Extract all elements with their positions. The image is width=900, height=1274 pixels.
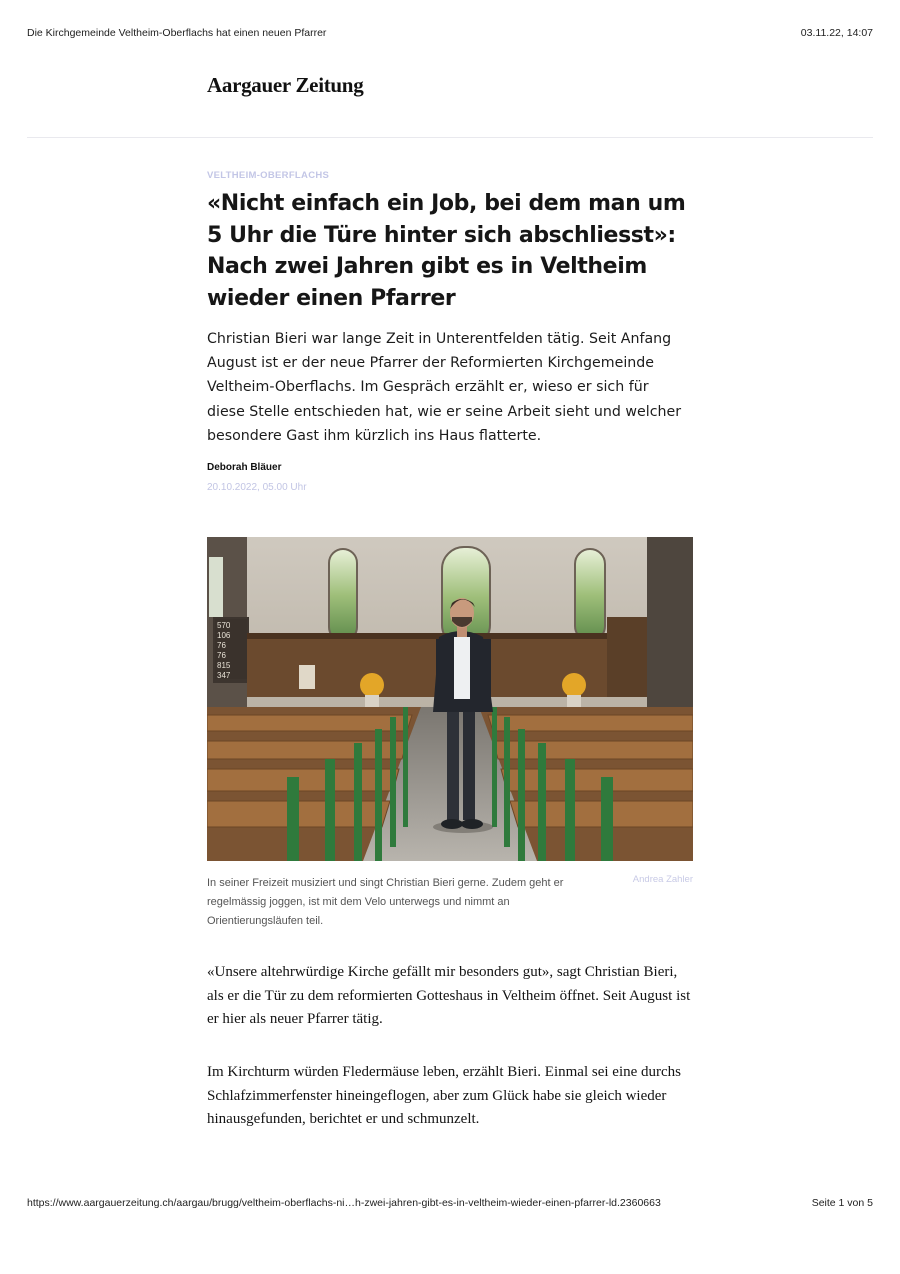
hymn-number: 815: [217, 661, 231, 670]
article-paragraph: Im Kirchturm würden Fledermäuse leben, erzählt Bieri. Einmal sei eine durchs Schlafzimmerfenster hineingeflogen, aber zum Glück habe sie gleich wieder hinausgefunden, berichtet er und schmunzelt.: [207, 1064, 682, 1127]
print-header-title: Die Kirchgemeinde Veltheim-Oberflachs hat einen neuen Pfarrer: [27, 27, 327, 39]
hymn-board: [215, 619, 247, 680]
article-headline: «Nicht einfach ein Job, bei dem man um 5 Uhr die Türe hinter sich abschliesst»: Nach zwei Jahren gibt es in Veltheim wieder einen Pfarrer: [207, 191, 686, 311]
article-paragraph: «Unsere altehrwürdige Kirche gefällt mir besonders gut», sagt Christian Bieri, als er die Tür zu dem reformierten Gotteshaus in Veltheim öffnet. Seit August ist er hier als neuer Pfarrer tätig.: [207, 964, 691, 1027]
photo-caption: In seiner Freizeit musiziert und singt Christian Bieri gerne. Zudem geht er regelmässig joggen, ist mit dem Velo unterwegs und nimmt an Orientierungsläufen teil.: [207, 877, 564, 927]
site-logo[interactable]: Aargauer Zeitung: [207, 73, 364, 97]
article-author[interactable]: Deborah Bläuer: [207, 462, 282, 473]
print-footer-page: Seite 1 von 5: [811, 1197, 873, 1209]
hymn-number: 106: [217, 631, 231, 640]
church-interior-illustration: [207, 537, 693, 861]
print-footer-url: https://www.aargauerzeitung.ch/aargau/brugg/veltheim-oberflachs-ni…h-zwei-jahren-gibt-es-in-veltheim-wieder-einen-pfarrer-ld.2360663: [27, 1197, 661, 1209]
hymn-number: 347: [217, 671, 231, 680]
hymn-number: 76: [217, 651, 226, 660]
article-lead: Christian Bieri war lange Zeit in Unterentfelden tätig. Seit Anfang August ist er der neue Pfarrer der Reformierten Kirchgemeinde Veltheim-Oberflachs. Im Gespräch erzählt er, wieso er sich für diese Stelle entschieden hat, wie er seine Arbeit sieht und welcher besondere Gast ihm kürzlich ins Haus flatterte.: [207, 331, 682, 444]
print-header-datetime: 03.11.22, 14:07: [800, 27, 873, 39]
hymn-number: 570: [217, 621, 231, 630]
hymn-number: 76: [217, 641, 226, 650]
header-divider: [27, 137, 873, 138]
print-footer: [27, 1197, 873, 1211]
photo-credit: Andrea Zahler: [632, 874, 693, 885]
print-header: [27, 27, 873, 41]
article-photo: [207, 537, 693, 861]
article-kicker[interactable]: VELTHEIM-OBERFLACHS: [207, 170, 330, 181]
article-date: 20.10.2022, 05.00 Uhr: [207, 482, 307, 493]
